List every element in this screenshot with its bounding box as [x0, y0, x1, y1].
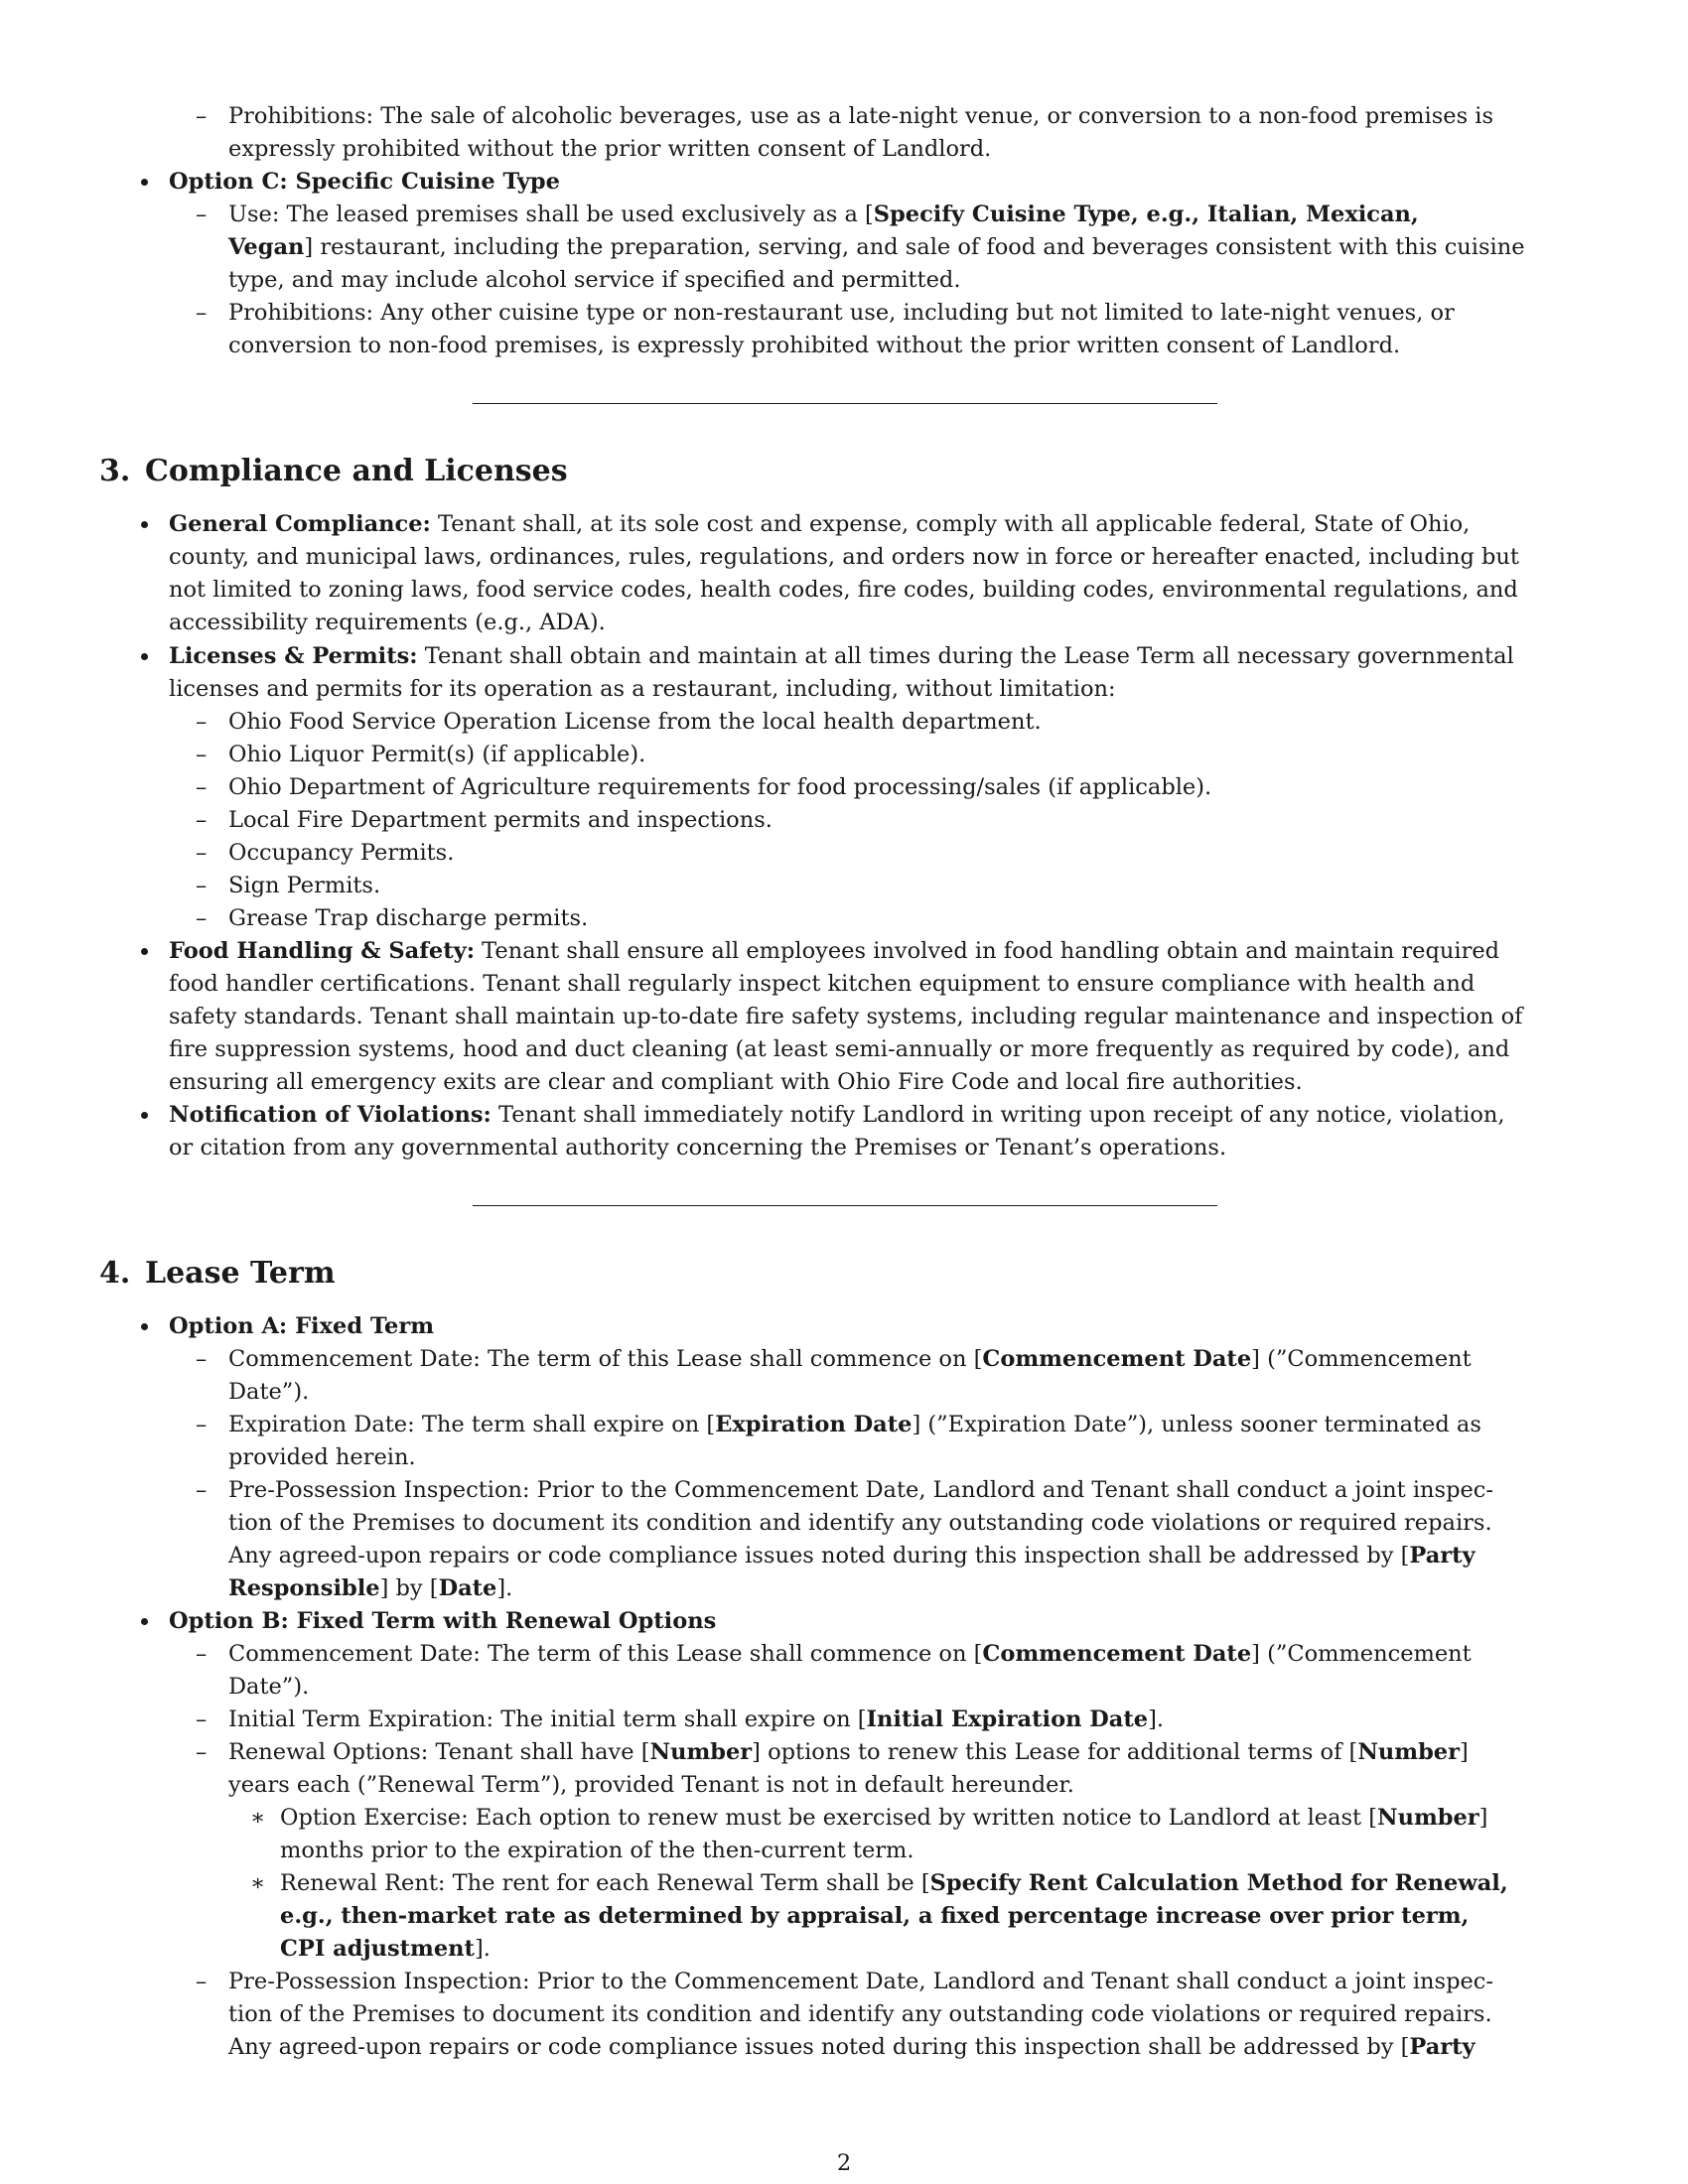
bullet-icon [141, 948, 148, 955]
text-line: accessibility requirements (e.g., ADA). [169, 610, 606, 635]
text-line: years each (”Renewal Term”), provided Tenant is not in default hereunder. [228, 1772, 1074, 1798]
list-item: – Pre-Possession Inspection: Prior to the Commencement Date, Landlord and Tenant shall conduct a joint inspec- tion of the Premises to document its condition and identify any outstanding code violations or required repairs. Any agreed-upon repairs or code compliance issues noted during this inspection shall be addressed by [Party [228, 1966, 1601, 2064]
text-line: conversion to non-food premises, is expressly prohibited without the prior written consent of Landlord. [228, 333, 1401, 358]
text-line: Date”). [228, 1379, 310, 1405]
text-line: Option Exercise: Each option to renew must be exercised by written notice to Landlord at least [Number] [280, 1805, 1488, 1831]
text-line: type, and may include alcohol service if specified and permitted. [228, 267, 961, 293]
text-line: tion of the Premises to document its condition and identify any outstanding code violations or required repairs. [228, 1510, 1492, 1536]
text-line: Renewal Options: Tenant shall have [Number] options to renew this Lease for additional terms of [Number] [228, 1739, 1469, 1765]
list-item: – Expiration Date: The term shall expire on [Expiration Date] (”Expiration Date”), unless sooner terminated as provided herein. [228, 1409, 1601, 1474]
text-line: months prior to the expiration of the then-current term. [280, 1838, 914, 1863]
list-item [169, 1099, 1601, 1164]
text-line: county, and municipal laws, ordinances, rules, regulations, and orders now in force or hereafter enacted, including but [169, 544, 1519, 570]
text-line: food handler certifications. Tenant shall regularly inspect kitchen equipment to ensure compliance with health and [169, 971, 1476, 997]
list-item: – Local Fire Department permits and inspections. [196, 807, 773, 833]
list-item: – Occupancy Permits. [196, 840, 455, 866]
option-title: Option C: Specific Cuisine Type [169, 169, 560, 195]
list-item: – Commencement Date: The term of this Lease shall commence on [Commencement Date] (”Commencement Date”). [228, 1638, 1601, 1704]
list-item: – Use: The leased premises shall be used exclusively as a [Specify Cuisine Type, e.g., Italian, Mexican, Vegan] restaurant, including the preparation, serving, and sale of food and beverages consistent with this cuisine type, and may include alcohol service if specified and permitted. [228, 199, 1601, 297]
bullet-icon [141, 521, 148, 528]
list-item: – Pre-Possession Inspection: Prior to the Commencement Date, Landlord and Tenant shall conduct a joint inspec- tion of the Premises to document its condition and identify any outstanding code violations or required repairs. Any agreed-upon repairs or code compliance issues noted during this inspection shall be addressed by [Party Responsible] by [Date]. [228, 1474, 1601, 1605]
text-line: Responsible] by [Date]. [228, 1575, 513, 1601]
list-item: – Prohibitions: The sale of alcoholic beverages, use as a late-night venue, or conversion to a non-food premises is expressly prohibited without the prior written consent of Landlord. [228, 100, 1601, 166]
text-line: licenses and permits for its operation as a restaurant, including, without limitation: [169, 676, 1116, 702]
text-line: e.g., then-market rate as determined by appraisal, a fixed percentage increase over prior term, [280, 1903, 1470, 1929]
list-item: – Prohibitions: Any other cuisine type or non-restaurant use, including but not limited to late-night venues, or conversion to non-food premises, is expressly prohibited without the prior written consent of Landlord. [228, 297, 1601, 362]
section-heading: 3. Compliance and Licenses [99, 454, 568, 488]
bullet-icon [141, 1323, 148, 1330]
list-item: – Ohio Liquor Permit(s) (if applicable). [196, 742, 646, 767]
text-line: Use: The leased premises shall be used exclusively as a [Specify Cuisine Type, e.g., Italian, Mexican, [228, 202, 1419, 227]
list-item: – Grease Trap discharge permits. [196, 905, 589, 931]
list-item: – Commencement Date: The term of this Lease shall commence on [Commencement Date] (”Commencement Date”). [228, 1343, 1601, 1409]
list-item [169, 935, 1601, 1099]
text-line: Pre-Possession Inspection: Prior to the Commencement Date, Landlord and Tenant shall conduct a joint inspec- [228, 1969, 1493, 1994]
text-line: Commencement Date: The term of this Lease shall commence on [Commencement Date] (”Commencement [228, 1346, 1472, 1372]
text-line: General Compliance: Tenant shall, at its sole cost and expense, comply with all applicable federal, State of Ohio, [169, 511, 1471, 537]
text-line: Prohibitions: Any other cuisine type or non-restaurant use, including but not limited to late-night venues, or [228, 300, 1455, 326]
text-line: Commencement Date: The term of this Lease shall commence on [Commencement Date] (”Commencement [228, 1641, 1472, 1667]
list-item [169, 640, 1601, 706]
list-item [169, 1605, 1601, 1638]
list-item: ∗ Option Exercise: Each option to renew must be exercised by written notice to Landlord at least [Number] months prior to the expiration of the then-current term. [280, 1802, 1601, 1867]
list-item: – Ohio Food Service Operation License from the local health department. [196, 709, 1042, 735]
text-line: provided herein. [228, 1444, 416, 1470]
text-line: or citation from any governmental authority concerning the Premises or Tenant’s operations. [169, 1135, 1227, 1160]
text-line: Any agreed-upon repairs or code compliance issues noted during this inspection shall be addressed by [Party [228, 1543, 1476, 1569]
text-line: ensuring all emergency exits are clear and compliant with Ohio Fire Code and local fire authorities. [169, 1069, 1303, 1095]
text-line: Expiration Date: The term shall expire on [Expiration Date] (”Expiration Date”), unless sooner terminated as [228, 1412, 1481, 1437]
text-line: Vegan] restaurant, including the preparation, serving, and sale of food and beverages consistent with this cuisine [228, 234, 1525, 260]
list-item: – Sign Permits. [196, 873, 381, 898]
option-title: Option A: Fixed Term [169, 1313, 435, 1339]
divider [473, 403, 1217, 404]
section-heading: 4. Lease Term [99, 1256, 336, 1291]
list-item: ∗ Renewal Rent: The rent for each Renewal Term shall be [Specify Rent Calculation Method for Renewal, e.g., then-market rate as determined by appraisal, a fixed percentage increase over prior term, CPI adjustment]. [280, 1867, 1601, 1966]
text-line: expressly prohibited without the prior written consent of Landlord. [228, 136, 992, 162]
bullet-icon [141, 1112, 148, 1119]
bullet-icon [141, 179, 148, 186]
list-item: – Ohio Department of Agriculture requirements for food processing/sales (if applicable). [196, 774, 1212, 800]
list-item [169, 1310, 1601, 1343]
text-line: tion of the Premises to document its condition and identify any outstanding code violations or required repairs. [228, 2001, 1492, 2027]
list-item: – Renewal Options: Tenant shall have [Number] options to renew this Lease for additional terms of [Number] years each (”Renewal Term”), provided Tenant is not in default hereunder. [228, 1736, 1601, 1802]
text-line: Renewal Rent: The rent for each Renewal Term shall be [Specify Rent Calculation Method for Renewal, [280, 1870, 1508, 1896]
option-title: Option B: Fixed Term with Renewal Options [169, 1608, 717, 1634]
text-line: Prohibitions: The sale of alcoholic beverages, use as a late-night venue, or conversion to a non-food premises is [228, 103, 1494, 129]
text-line: Pre-Possession Inspection: Prior to the Commencement Date, Landlord and Tenant shall conduct a joint inspec- [228, 1477, 1493, 1503]
bullet-icon [141, 653, 148, 660]
text-line: Date”). [228, 1674, 310, 1700]
text-line: CPI adjustment]. [280, 1936, 491, 1962]
text-line: Initial Term Expiration: The initial term shall expire on [Initial Expiration Date]. [228, 1706, 1165, 1732]
page-number: 2 [836, 2150, 852, 2176]
list-item [169, 508, 1601, 639]
bullet-icon [141, 1618, 148, 1625]
text-line: Food Handling & Safety: Tenant shall ensure all employees involved in food handling obtain and maintain required [169, 938, 1500, 964]
text-line: safety standards. Tenant shall maintain up-to-date fire safety systems, including regular maintenance and inspection of [169, 1004, 1523, 1029]
list-item [169, 166, 1601, 199]
text-line: fire suppression systems, hood and duct cleaning (at least semi-annually or more frequently as required by code), and [169, 1036, 1510, 1062]
text-line: not limited to zoning laws, food service codes, health codes, fire codes, building codes, environmental regulations, and [169, 577, 1518, 603]
divider [473, 1205, 1217, 1206]
list-item: – Initial Term Expiration: The initial term shall expire on [Initial Expiration Date]. [228, 1704, 1601, 1736]
text-line: Notification of Violations: Tenant shall immediately notify Landlord in writing upon receipt of any notice, violation, [169, 1102, 1505, 1128]
text-line: Licenses & Permits: Tenant shall obtain and maintain at all times during the Lease Term all necessary governmental [169, 643, 1514, 669]
text-line: Any agreed-upon repairs or code compliance issues noted during this inspection shall be addressed by [Party [228, 2034, 1476, 2060]
